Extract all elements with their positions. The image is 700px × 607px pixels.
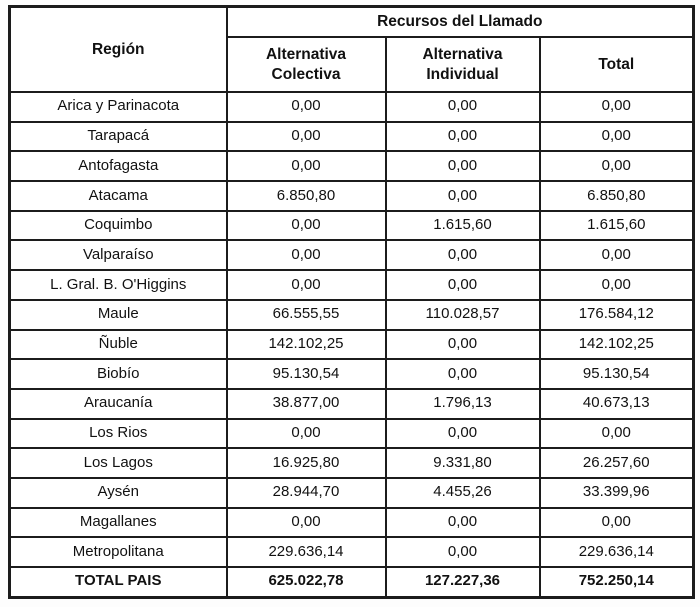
colectiva-cell: 229.636,14 — [227, 537, 386, 567]
colectiva-cell: 6.850,80 — [227, 181, 386, 211]
table-row — [10, 359, 694, 389]
individual-cell: 0,00 — [386, 330, 540, 360]
individual-cell: 1.796,13 — [386, 389, 540, 419]
region-cell: Coquimbo — [10, 211, 227, 241]
total-cell: 40.673,13 — [540, 389, 694, 419]
colectiva-cell: 142.102,25 — [227, 330, 386, 360]
table-row — [10, 270, 694, 300]
colectiva-cell: 16.925,80 — [227, 448, 386, 478]
total-cell: 229.636,14 — [540, 537, 694, 567]
region-cell: L. Gral. B. O'Higgins — [10, 270, 227, 300]
recursos-del-llamado-table — [8, 5, 695, 599]
individual-cell: 0,00 — [386, 181, 540, 211]
individual-cell: 0,00 — [386, 419, 540, 449]
total-cell: 0,00 — [540, 270, 694, 300]
total-cell: 0,00 — [540, 92, 694, 122]
region-cell: Ñuble — [10, 330, 227, 360]
individual-column-header — [386, 37, 540, 92]
region-cell: Antofagasta — [10, 151, 227, 181]
colectiva-cell: 0,00 — [227, 151, 386, 181]
table-row — [10, 211, 694, 241]
table-row — [10, 330, 694, 360]
table-row — [10, 151, 694, 181]
table-row — [10, 419, 694, 449]
colectiva-cell: 95.130,54 — [227, 359, 386, 389]
total-cell: 176.584,12 — [540, 300, 694, 330]
total-cell: 1.615,60 — [540, 211, 694, 241]
region-cell: Tarapacá — [10, 122, 227, 152]
region-cell: Araucanía — [10, 389, 227, 419]
region-cell: Los Lagos — [10, 448, 227, 478]
table-row — [10, 389, 694, 419]
group-header-row — [10, 7, 694, 38]
individual-cell: 1.615,60 — [386, 211, 540, 241]
total-row-label: TOTAL PAIS — [10, 567, 227, 597]
region-cell: Metropolitana — [10, 537, 227, 567]
colectiva-column-header — [227, 37, 386, 92]
total-individual-cell: 127.227,36 — [386, 567, 540, 597]
colectiva-cell: 28.944,70 — [227, 478, 386, 508]
individual-cell: 4.455,26 — [386, 478, 540, 508]
table-row — [10, 240, 694, 270]
individual-cell: 0,00 — [386, 508, 540, 538]
region-cell: Magallanes — [10, 508, 227, 538]
region-cell: Aysén — [10, 478, 227, 508]
region-cell: Arica y Parinacota — [10, 92, 227, 122]
total-cell: 0,00 — [540, 508, 694, 538]
colectiva-cell: 0,00 — [227, 122, 386, 152]
total-cell: 0,00 — [540, 122, 694, 152]
individual-cell: 0,00 — [386, 240, 540, 270]
table-row — [10, 92, 694, 122]
total-cell: 6.850,80 — [540, 181, 694, 211]
table-row — [10, 537, 694, 567]
individual-cell: 9.331,80 — [386, 448, 540, 478]
total-cell: 0,00 — [540, 240, 694, 270]
total-cell: 26.257,60 — [540, 448, 694, 478]
total-colectiva-cell: 625.022,78 — [227, 567, 386, 597]
region-cell: Atacama — [10, 181, 227, 211]
total-cell: 33.399,96 — [540, 478, 694, 508]
colectiva-cell: 0,00 — [227, 270, 386, 300]
individual-cell: 0,00 — [386, 122, 540, 152]
individual-column-header-label: Alternativa Individual — [422, 46, 503, 83]
region-cell: Valparaíso — [10, 240, 227, 270]
colectiva-cell: 0,00 — [227, 419, 386, 449]
total-total-cell: 752.250,14 — [540, 567, 694, 597]
colectiva-cell: 0,00 — [227, 240, 386, 270]
individual-cell: 0,00 — [386, 359, 540, 389]
table-row — [10, 181, 694, 211]
individual-cell: 0,00 — [386, 151, 540, 181]
colectiva-cell: 0,00 — [227, 508, 386, 538]
colectiva-cell: 38.877,00 — [227, 389, 386, 419]
individual-cell: 110.028,57 — [386, 300, 540, 330]
total-column-header: Total — [540, 37, 694, 92]
total-cell: 0,00 — [540, 419, 694, 449]
region-cell: Maule — [10, 300, 227, 330]
total-cell: 0,00 — [540, 151, 694, 181]
table-row — [10, 122, 694, 152]
table-row — [10, 478, 694, 508]
table-row — [10, 448, 694, 478]
colectiva-cell: 66.555,55 — [227, 300, 386, 330]
table-row — [10, 300, 694, 330]
table-row — [10, 508, 694, 538]
colectiva-column-header-label: Alternativa Colectiva — [265, 46, 347, 83]
colectiva-cell: 0,00 — [227, 211, 386, 241]
total-row — [10, 567, 694, 597]
region-cell: Los Rios — [10, 419, 227, 449]
individual-cell: 0,00 — [386, 270, 540, 300]
individual-cell: 0,00 — [386, 92, 540, 122]
total-cell: 95.130,54 — [540, 359, 694, 389]
individual-cell: 0,00 — [386, 537, 540, 567]
group-column-header: Recursos del Llamado — [227, 7, 694, 38]
region-column-header: Región — [10, 7, 227, 93]
region-cell: Biobío — [10, 359, 227, 389]
colectiva-cell: 0,00 — [227, 92, 386, 122]
total-cell: 142.102,25 — [540, 330, 694, 360]
